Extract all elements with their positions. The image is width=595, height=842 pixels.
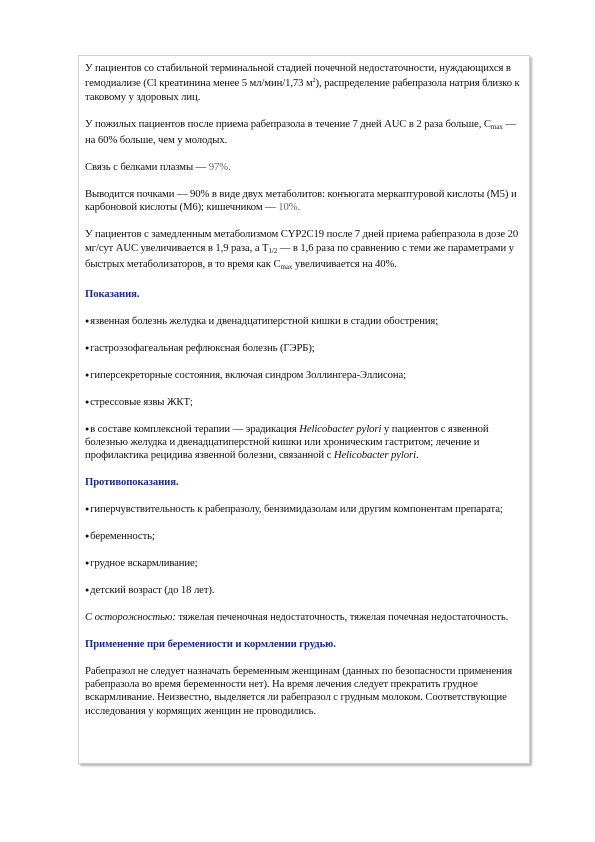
document-frame	[78, 55, 530, 764]
bullet-icon: ●	[85, 424, 90, 433]
paragraph-pregnancy: Рабепразол не следует назначать беременным женщинам (данных по безопасности применения рабепразола во время беременности нет). На время лечения следует прекратить грудное вскармливание. Неизвестно, выделяется ли рабепразол с грудным молоком. Соответствующие исследования у кормящих женщин не проводились.	[85, 664, 513, 717]
paragraph-cyp2c19: У пациентов с замедленным метаболизмом CYP2C19 после 7 дней приема рабепразола в дозе 20 мг/сут AUC увеличивается в 1,9 раза, а $T_{1/2}$ — в 1,6 раза по сравнению с теми же параметрами у быстрых метаболизаторов, в то время как $C_{max}$ увеличивается на 40%.	[85, 228, 519, 272]
list-item: ●в составе комплексной терапии — эрадикация Helicobacter pylori у пациентов с язвенной болезнью желудка и двенадцатиперстной кишки или хроническим гастритом; лечение и профилактика рецидива язвенной болезни, связанной с Helicobacter pylori.	[85, 422, 489, 462]
bullet-icon: ●	[85, 585, 90, 594]
list-item: ●гиперсекреторные состояния, включая синдром Золлингера-Эллисона;	[85, 368, 406, 381]
contraindications-heading: Противопоказания.	[85, 476, 179, 489]
bullet-icon: ●	[85, 505, 90, 514]
list-item: ●грудное вскармливание;	[85, 556, 198, 569]
bullet-icon: ●	[85, 343, 90, 352]
bullet-icon: ●	[85, 558, 90, 567]
paragraph-protein-binding: Связь с белками плазмы — 97%.	[85, 161, 231, 174]
list-item: ●гастроэзофагеальная рефлюксная болезнь (ГЭРБ);	[85, 341, 315, 354]
list-item: ●стрессовые язвы ЖКТ;	[85, 395, 193, 408]
document-body	[85, 62, 523, 732]
bullet-icon: ●	[85, 397, 90, 406]
paragraph-excretion: Выводится почками — 90% в виде двух метаболитов: конъюгата меркаптуровой кислоты (М5) и карбоновой кислоты (М6); кишечником — 10%.	[85, 187, 517, 214]
list-item: ●детский возраст (до 18 лет).	[85, 583, 215, 596]
caution-label: С осторожностью:	[85, 610, 176, 623]
list-item: ●беременность;	[85, 530, 155, 543]
indications-heading: Показания.	[85, 287, 140, 300]
bullet-icon: ●	[85, 316, 90, 325]
list-item: ●гиперчувствительность к рабепразолу, бензимидазолам или другим компонентам препарата;	[85, 503, 503, 516]
list-item: ●язвенная болезнь желудка и двенадцатиперстной кишки в стадии обострения;	[85, 314, 439, 327]
pregnancy-heading: Применение при беременности и кормлении грудью.	[85, 637, 336, 650]
paragraph-caution: С осторожностью: тяжелая печеночная недостаточность, тяжелая почечная недостаточность.	[85, 610, 509, 623]
paragraph-renal: У пациентов со стабильной терминальной стадией почечной недостаточности, нуждающихся в гемодиализе (Cl креатинина менее 5 мл/мин/1,73 $м^2$), распределение рабепразола натрия близко к таковому у здоровых лиц.	[85, 62, 520, 103]
bullet-icon: ●	[85, 532, 90, 541]
paragraph-elderly: У пожилых пациентов после приема рабепразола в течение 7 дней AUC в 2 раза больше, $C_{max}$ — на 60% больше, чем у молодых.	[85, 117, 516, 147]
bullet-icon: ●	[85, 370, 90, 379]
